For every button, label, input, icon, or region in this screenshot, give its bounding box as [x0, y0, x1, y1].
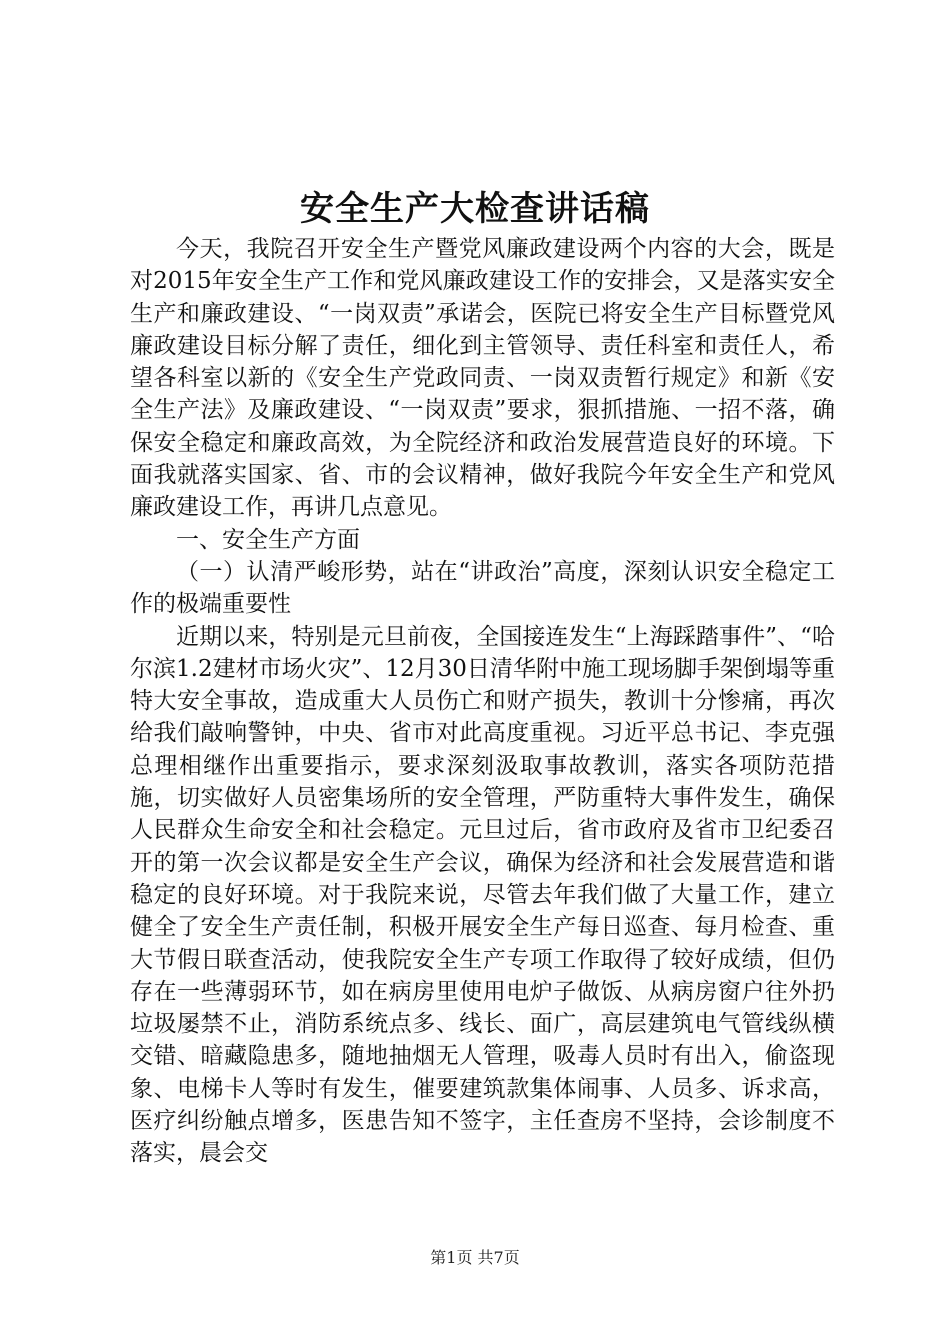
body-paragraph: 近期以来，特别是元旦前夜，全国接连发生“上海踩踏事件”、“哈尔滨1.2建材市场火灾”、12月30日清华附中施工现场脚手架倒塌等重特大安全事故，造成重大人员伤亡和财产损失，教训十分惨痛，再次给我们敲响警钟，中央、省市对此高度重视。习近平总书记、李克强总理相继作出重要指示，要求深刻汲取事故教训，落实各项防范措施，切实做好人员密集场所的安全管理，严防重特大事件发生，确保人民群众生命安全和社会稳定。元旦过后，省市政府及省市卫纪委召开的第一次会议都是安全生产会议，确保为经济和社会发展营造和谐稳定的良好环境。对于我院来说，尽管去年我们做了大量工作，建立健全了安全生产责任制，积极开展安全生产每日巡查、每月检查、重大节假日联查活动，使我院安全生产专项工作取得了较好成绩，但仍存在一些薄弱环节，如在病房里使用电炉子做饭、从病房窗户往外扔垃圾屡禁不止，消防系统点多、线长、面广，高层建筑电气管线纵横交错、暗藏隐患多，随地抽烟无人管理，吸毒人员时有出入，偷盗现象、电梯卡人等时有发生，催要建筑款集体闹事、人员多、诉求高，医疗纠纷触点增多，医患告知不签字，主任查房不坚持，会诊制度不落实，晨会交 [130, 623, 835, 1167]
intro-paragraph: 今天，我院召开安全生产暨党风廉政建设两个内容的大会，既是对2015年安全生产工作和党风廉政建设工作的安排会，又是落实安全生产和廉政建设、“一岗双责”承诺会，医院已将安全生产目标暨党风廉政建设目标分解了责任，细化到主管领导、责任科室和责任人，希望各科室以新的《安全生产党政同责、一岗双责暂行规定》和新《安全生产法》及廉政建设、“一岗双责”要求，狠抓措施、一招不落，确保安全稳定和廉政高效，为全院经济和政治发展营造良好的环境。下面我就落实国家、省、市的会议精神，做好我院今年安全生产和党风廉政建设工作，再讲几点意见。 [130, 236, 835, 521]
document-body [130, 233, 835, 1170]
section-heading: 一、安全生产方面 [176, 526, 360, 553]
subsection-heading: （一）认清严峻形势，站在“讲政治”高度，深刻认识安全稳定工作的极端重要性 [130, 558, 835, 618]
document-title: 安全生产大检查讲话稿 [300, 189, 650, 229]
page-number-footer: 第1页 共7页 [430, 1248, 520, 1267]
